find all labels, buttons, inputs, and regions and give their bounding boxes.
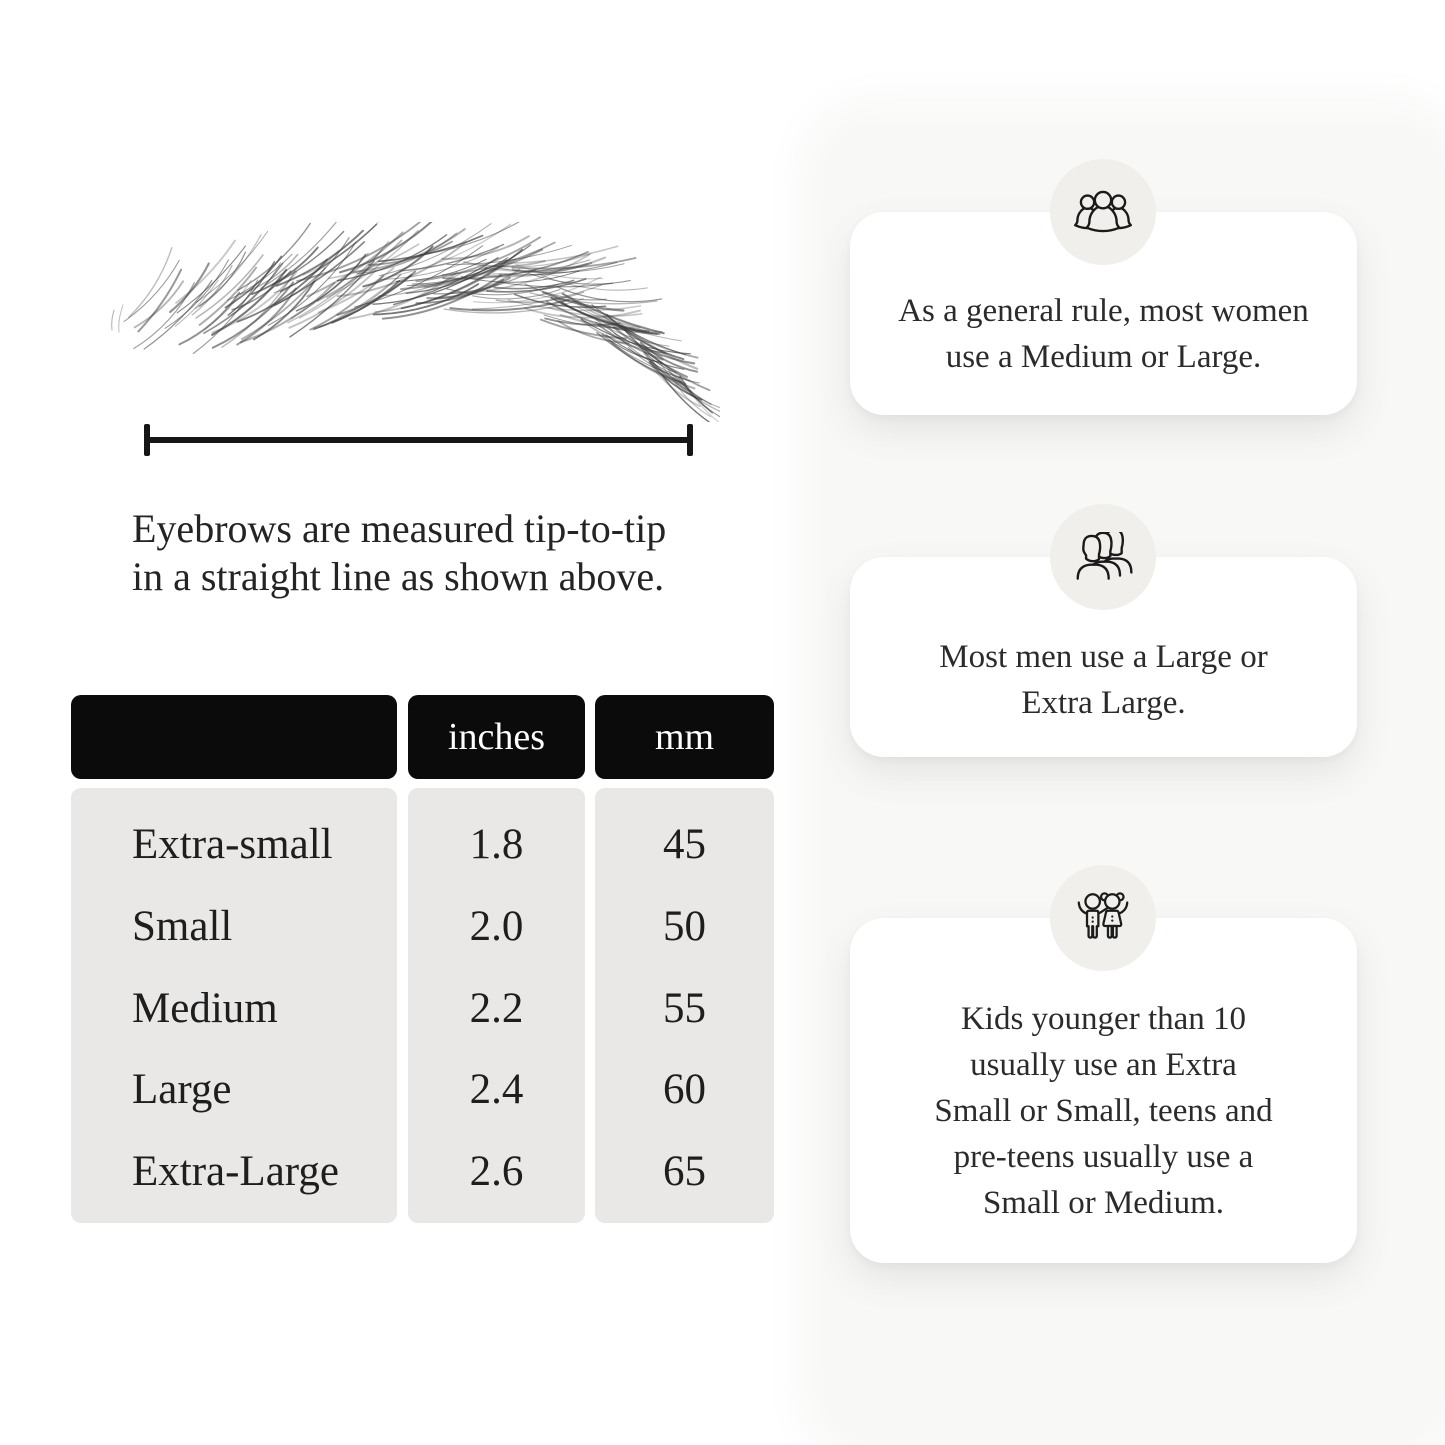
measurement-caption	[132, 505, 772, 601]
table-row-mm: 45	[663, 821, 706, 868]
measurement-line-right-tick	[687, 424, 693, 456]
measurement-line-left-tick	[144, 424, 150, 456]
table-row-inches: 2.2	[469, 985, 524, 1032]
info-card-women-text-wrap	[850, 288, 1357, 380]
table-row-inches: 2.6	[469, 1148, 524, 1195]
table-row-mm: 60	[663, 1066, 706, 1113]
men-group-icon	[1050, 504, 1156, 610]
kids-icon	[1050, 865, 1156, 971]
info-card-women-text: As a general rule, most women use a Medium or Large.	[898, 293, 1309, 375]
women-group-icon	[1050, 159, 1156, 265]
table-row-inches: 2.0	[469, 903, 524, 950]
table-header-size	[71, 695, 397, 779]
table-row-label: Large	[132, 1066, 232, 1113]
table-row-mm: 50	[663, 903, 706, 950]
table-row-label: Medium	[132, 985, 278, 1032]
measurement-line	[147, 437, 690, 443]
caption-line-2: in a straight line as shown above.	[132, 554, 665, 599]
table-row-inches: 1.8	[469, 821, 524, 868]
table-header-inches: inches	[408, 695, 585, 779]
table-row-inches: 2.4	[469, 1066, 524, 1113]
eyebrow-illustration	[100, 222, 720, 422]
table-row-mm: 65	[663, 1148, 706, 1195]
info-card-kids-text-wrap	[850, 996, 1357, 1226]
table-row-mm: 55	[663, 985, 706, 1032]
table-header-mm: mm	[595, 695, 774, 779]
info-card-men-text: Most men use a Large or Extra Large.	[939, 639, 1268, 721]
info-card-kids-text: Kids younger than 10 usually use an Extra Small or Small, teens and pre-teens usually use a Small or Medium.	[934, 1001, 1273, 1221]
table-row-label: Extra-Large	[132, 1148, 339, 1195]
caption-line-1: Eyebrows are measured tip-to-tip	[132, 506, 667, 551]
info-card-men-text-wrap	[850, 634, 1357, 726]
table-row-label: Extra-small	[132, 821, 333, 868]
table-row-label: Small	[132, 903, 233, 950]
eyebrow-sketch-icon	[100, 222, 720, 422]
